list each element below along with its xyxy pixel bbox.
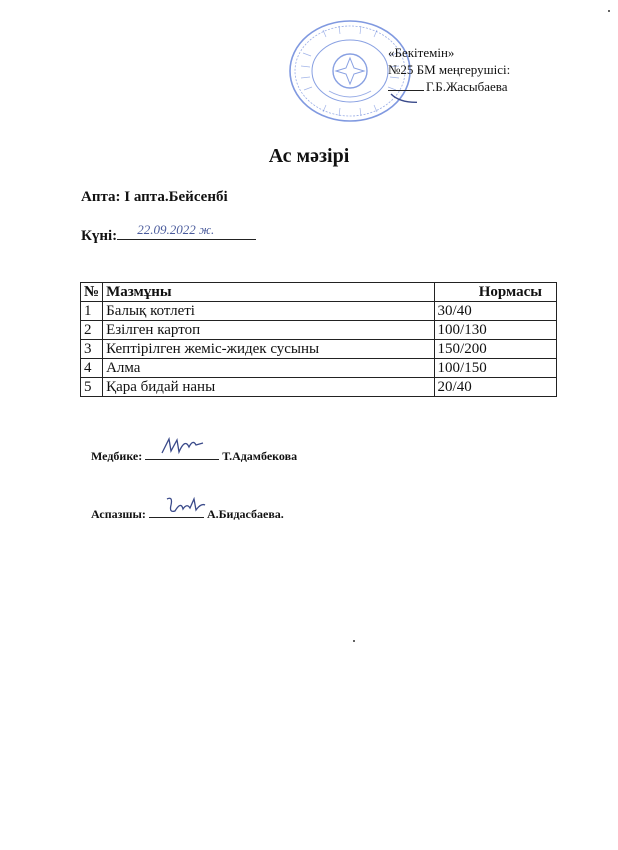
row-item: Алма: [103, 359, 434, 378]
table-row: [81, 359, 557, 378]
row-number: 5: [81, 378, 103, 397]
director-signature-line: [388, 90, 424, 91]
nurse-label: Медбике:: [91, 449, 143, 463]
row-number: 3: [81, 340, 103, 359]
cook-name: А.Бидасбаева.: [206, 507, 284, 521]
date-label: Күні:: [81, 228, 118, 244]
row-item: Езілген картоп: [103, 321, 434, 340]
menu-table: [80, 282, 557, 397]
page-title: Ас мәзірі: [268, 145, 350, 167]
table-row: [81, 321, 557, 340]
table-header-row: [81, 283, 557, 302]
row-item: Балық котлеті: [103, 302, 434, 321]
approval-name: Г.Б.Жасыбаева: [426, 79, 508, 94]
cook-signature-line: [149, 505, 204, 518]
scan-speck: [608, 10, 610, 12]
cook-label: Аспазшы:: [91, 507, 146, 521]
row-number: 4: [81, 359, 103, 378]
approval-block: [388, 44, 510, 95]
header-norm: Нормасы: [434, 283, 556, 302]
approval-position: №25 БМ меңгерушісі:: [388, 62, 511, 77]
row-norm: 100/130: [434, 321, 556, 340]
date-handwritten-value: 22.09.2022 ж.: [137, 222, 215, 237]
cook-signature-row: [91, 505, 284, 522]
date-field: [117, 222, 256, 240]
row-number: 1: [81, 302, 103, 321]
nurse-name: Т.Адамбекова: [222, 449, 298, 463]
row-number: 2: [81, 321, 103, 340]
nurse-signature-row: [91, 447, 297, 464]
row-norm: 20/40: [434, 378, 556, 397]
approval-signature-row: [388, 78, 510, 95]
cook-signature-scrawl: [163, 493, 209, 517]
nurse-signature-scrawl: [159, 435, 209, 457]
week-label: Апта: І апта.Бейсенбі: [81, 189, 228, 205]
row-item: Кептірілген жеміс-жидек сусыны: [103, 340, 434, 359]
approval-label: «Бекітемін»: [388, 45, 455, 60]
row-norm: 30/40: [434, 302, 556, 321]
row-item: Қара бидай наны: [103, 378, 434, 397]
date-row: [81, 222, 256, 245]
nurse-signature-line: [145, 447, 219, 460]
header-content: Мазмұны: [103, 283, 434, 302]
scan-speck: [353, 640, 355, 642]
row-norm: 150/200: [434, 340, 556, 359]
table-row: [81, 302, 557, 321]
table-row: [81, 340, 557, 359]
row-norm: 100/150: [434, 359, 556, 378]
header-number: №: [81, 283, 103, 302]
table-row: [81, 378, 557, 397]
